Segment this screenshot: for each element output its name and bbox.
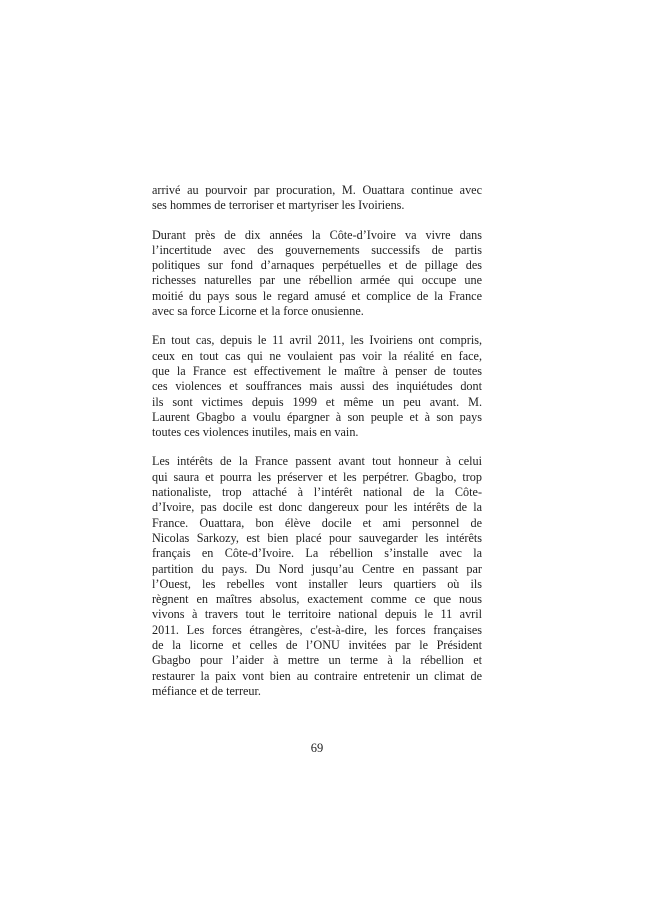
text-line: En tout cas, depuis le 11 avril 2011, les Ivoiriens ont compris, [152, 333, 482, 348]
page-text [152, 183, 482, 713]
text-line: ceux en tout cas qui ne voulaient pas voir la réalité en face, [152, 348, 482, 363]
text-line: vivons à travers tout le territoire national depuis le 11 avril [152, 607, 482, 622]
text-line: règnent en maîtres absolus, exactement comme ce que nous [152, 592, 482, 607]
text-line: l’Ouest, les rebelles vont installer leurs quartiers où ils [152, 576, 482, 591]
paragraph-3 [152, 333, 482, 440]
text-line: toutes ces violences inutiles, mais en vain. [152, 425, 359, 440]
text-line: Durant près de dix années la Côte-d’Ivoire va vivre dans [152, 227, 482, 242]
text-line: que la France est effectivement le maître à penser de toutes [152, 363, 482, 378]
paragraph-4 [152, 454, 482, 699]
text-line: méfiance et de terreur. [152, 683, 261, 698]
text-line: qui saura et pourra les préserver et les perpétrer. Gbagbo, trop [152, 469, 482, 484]
text-line: français en Côte-d’Ivoire. La rébellion s’installe avec la [152, 546, 482, 561]
text-line: arrivé au pourvoir par procuration, M. Ouattara continue avec [152, 183, 482, 197]
text-line: ses hommes de terroriser et martyriser les Ivoiriens. [152, 198, 405, 213]
text-line: Gbagbo pour l’aider à mettre un terme à la rébellion et [152, 653, 482, 668]
text-line: Laurent Gbagbo a voulu épargner à son peuple et à son pays [152, 409, 482, 424]
paragraph-1 [152, 183, 482, 214]
text-line: 2011. Les forces étrangères, c'est-à-dire, les forces françaises [152, 622, 482, 637]
text-line: moitié du pays sous le regard amusé et complice de la France [152, 288, 482, 303]
text-line: avec sa force Licorne et la force onusienne. [152, 304, 364, 319]
paragraph-2 [152, 228, 482, 320]
text-line: ils sont victimes depuis 1999 et même un peu avant. M. [152, 394, 482, 409]
text-line: l’incertitude avec des gouvernements successifs de partis [152, 242, 482, 257]
page-number: 69 [310, 741, 324, 755]
text-line: richesses naturelles par une rébellion armée qui occupe une [152, 273, 482, 288]
text-line: d’Ivoire, pas docile est donc dangereux pour les intérêts de la [152, 500, 482, 515]
text-line: politiques sur fond d’arnaques perpétuelles et de pillage des [152, 258, 482, 273]
text-line: de la licorne et celles de l’ONU invitées par le Président [152, 638, 482, 653]
text-line: Les intérêts de la France passent avant tout honneur à celui [152, 454, 482, 469]
text-line: nationaliste, trop attaché à l’intérêt national de la Côte- [152, 485, 482, 500]
text-line: restaurer la paix vont bien au contraire entretenir un climat de [152, 668, 482, 683]
text-line: Nicolas Sarkozy, est bien placé pour sauvegarder les intérêts [152, 530, 482, 545]
text-line: ces violences et souffrances mais aussi des inquiétudes dont [152, 379, 482, 394]
text-line: France. Ouattara, bon élève docile et ami personnel de [152, 515, 482, 530]
text-line: partition du pays. Du Nord jusqu’au Centre en passant par [152, 561, 482, 576]
